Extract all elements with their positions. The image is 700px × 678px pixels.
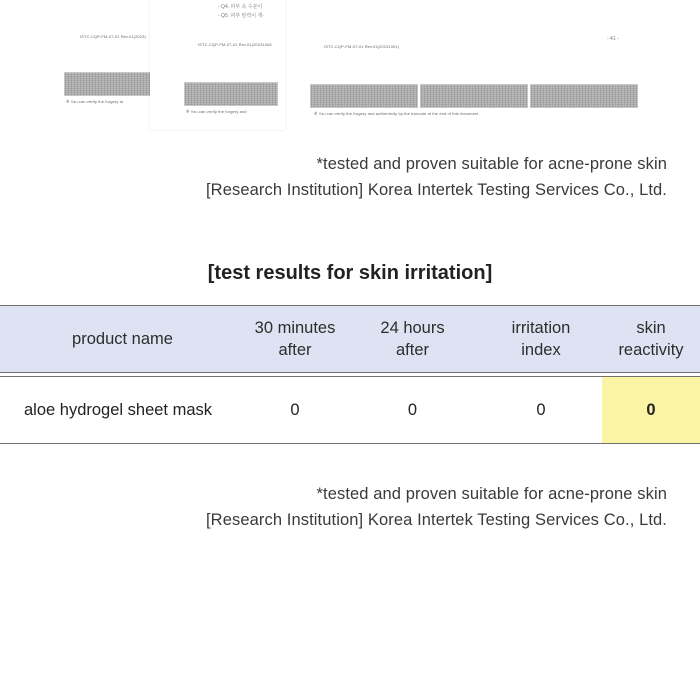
certificate-scan-strip — [0, 0, 700, 135]
table-row — [0, 377, 700, 444]
institution-note: [Research Institution] Korea Intertek Testing Services Co., Ltd. — [206, 181, 667, 199]
institution-note: [Research Institution] Korea Intertek Testing Services Co., Ltd. — [206, 511, 667, 529]
header-irritation-index: irritation index — [480, 306, 602, 373]
form-code-c: ISTC-CQP-FM-07-01 Rev.01(20231001) — [324, 44, 400, 49]
certificate-page-b — [150, 0, 285, 130]
barcode-c3 — [530, 84, 638, 108]
barcode-c1 — [310, 84, 418, 108]
table-header-row — [0, 306, 700, 373]
verify-note-b: ※ You can verify the forgery and — [186, 109, 247, 114]
skin-irritation-table — [0, 305, 700, 444]
table-title: [test results for skin irritation] — [207, 262, 493, 284]
acne-note: *tested and proven suitable for acne-prone skin — [316, 155, 667, 173]
acne-note: *tested and proven suitable for acne-prone skin — [316, 485, 667, 503]
test-note-top — [206, 151, 667, 203]
cell-product-name: aloe hydrogel sheet mask — [0, 377, 245, 444]
verify-note-full: ※ You can verify the forgery and authenticity by the barcode at the end of this document. — [314, 111, 480, 116]
cell-irritation-index: 0 — [480, 377, 602, 444]
verify-note-a: ※ You can verify the forgery ar — [66, 99, 124, 104]
cell-skin-reactivity: 0 — [602, 377, 700, 444]
certificate-page-a — [60, 0, 155, 125]
form-code-b: ISTC-CQP-FM-07-01 Rev.01(20231006 — [198, 42, 272, 47]
form-code-a: ISTC-CQP-FM-07-01 Rev.01(2023) — [80, 34, 146, 39]
barcode-a — [64, 72, 152, 96]
cell-24-hours: 0 — [345, 377, 480, 444]
header-skin-reactivity: skin reactivity — [602, 306, 700, 373]
test-note-bottom — [206, 481, 667, 533]
cell-30-minutes: 0 — [245, 377, 345, 444]
barcode-c2 — [420, 84, 528, 108]
header-30-minutes: 30 minutes after — [245, 306, 345, 373]
korean-line-q5: - Q5. 피부 탄력이 개· — [218, 13, 264, 19]
korean-line-q4: - Q4. 피부 속 수분이 — [218, 4, 263, 10]
page-number: - 41 - — [607, 36, 619, 42]
header-product-name: product name — [0, 306, 245, 373]
header-24-hours: 24 hours after — [345, 306, 480, 373]
barcode-b — [184, 82, 278, 106]
certificate-page-c — [300, 0, 645, 125]
